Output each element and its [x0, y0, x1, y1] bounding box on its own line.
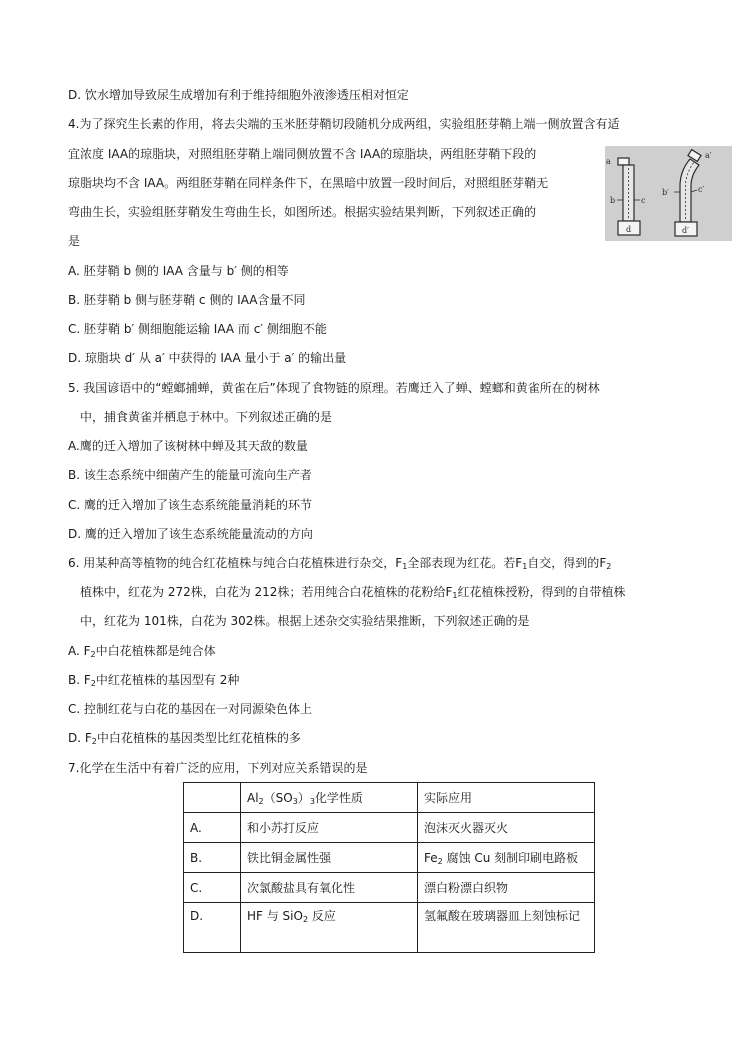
- agar-block-a: [618, 158, 629, 165]
- row-property: 铁比铜金属性强: [241, 843, 418, 873]
- q5-option-b: B. 该生态系统中细菌产生的能量可流向生产者: [68, 468, 312, 482]
- q6-option-a: [68, 643, 216, 659]
- paren-close: ）: [297, 790, 310, 805]
- row-label: A.: [184, 813, 241, 843]
- q6-stem-line-3: 中，红花为 101株，白花为 302株。根据上述杂交实验结果推断，下列叙述正确的是: [80, 614, 530, 628]
- subscript-3: 3: [292, 796, 298, 806]
- q5-option-d: D. 鹰的迁入增加了该生态系统能量流动的方向: [68, 527, 313, 541]
- f-symbol: F: [84, 731, 92, 745]
- table-header-row: [184, 783, 595, 813]
- q5-stem-line-2: 中，捕食黄雀并栖息于林中。下列叙述正确的是: [80, 410, 333, 424]
- row-property: 次氯酸盐具有氧化性: [241, 873, 418, 903]
- label-b: b: [610, 196, 616, 205]
- q3-option-d: D. 饮水增加导致尿生成增加有利于维持细胞外液渗透压相对恒定: [68, 88, 409, 102]
- q4-stem-line-1: 4.为了探究生长素的作用，将去尖端的玉米胚芽鞘切段随机分成两组，实验组胚芽鞘上端一侧放置含有适: [68, 117, 620, 131]
- q6-stem-1-part-b: 全部表现为红花。若: [407, 556, 516, 570]
- subscript-3: 3: [309, 796, 315, 806]
- subscript-2: 2: [91, 737, 97, 746]
- q6-stem-line-1: [68, 555, 611, 571]
- subscript-2: 2: [302, 915, 309, 924]
- subscript-2: 2: [606, 562, 612, 571]
- header-empty-cell: [184, 783, 241, 813]
- row-label: D.: [184, 903, 241, 953]
- row-application: [418, 843, 595, 873]
- f-symbol: F: [395, 556, 403, 570]
- table-row: [184, 873, 595, 903]
- subscript-2: 2: [258, 796, 264, 806]
- q4-option-b: B. 胚芽鞘 b 侧与胚芽鞘 c 侧的 IAA含量不同: [68, 293, 306, 307]
- al-symbol: Al: [247, 790, 259, 805]
- q5-option-a: A.鹰的迁入增加了该树林中蝉及其天敌的数量: [68, 439, 308, 453]
- q6-option-b: [68, 672, 239, 688]
- header-property-label: 化学性质: [314, 790, 363, 805]
- q4-option-d: D. 琼脂块 d′ 从 a′ 中获得的 IAA 量小于 a′ 的输出量: [68, 351, 347, 365]
- q7-stem: 7.化学在生活中有着广泛的应用，下列对应关系错误的是: [68, 761, 368, 775]
- q4-stem-line-2: 宜浓度 IAA的琼脂块，对照组胚芽鞘上端同侧放置不含 IAA的琼脂块，两组胚芽鞘下段的: [68, 147, 537, 161]
- label-b-prime: b′: [662, 188, 669, 197]
- q6-stem-2-part-a: 植株中，红花为 272株，白花为 212株；若用纯合白花植株的花粉给: [80, 585, 446, 599]
- q6-option-d-text: 中白花植株的基因类型比红花植株的多: [96, 731, 301, 745]
- f-symbol: F: [599, 556, 607, 570]
- subscript-1: 1: [452, 591, 458, 600]
- row-application: 泡沫灭火器灭火: [418, 813, 595, 843]
- row-property: 和小苏打反应: [241, 813, 418, 843]
- option-label: B.: [68, 673, 81, 687]
- q6-stem-2-part-b: 红花植株授粉，得到的自带植株: [457, 585, 626, 599]
- subscript-1: 1: [402, 562, 408, 571]
- row-application-text: 腐蚀 Cu 刻制印刷电路板: [446, 850, 579, 865]
- row-property-text: HF 与 SiO: [247, 909, 303, 923]
- fe-symbol: Fe: [424, 850, 438, 865]
- label-c-prime: c′: [698, 185, 705, 194]
- f-symbol: F: [83, 644, 91, 658]
- q6-option-a-text: 中白花植株都是纯合体: [95, 644, 216, 658]
- q4-option-a: A. 胚芽鞘 b 侧的 IAA 含量与 b′ 侧的相等: [68, 264, 289, 278]
- row-application: 漂白粉漂白织物: [418, 873, 595, 903]
- label-a-prime: a′: [705, 151, 712, 160]
- coleoptile-figure: [605, 146, 732, 241]
- table-row: [184, 843, 595, 873]
- f-symbol: F: [445, 585, 453, 599]
- row-property: [241, 903, 418, 953]
- q4-stem-line-5: 是: [68, 234, 81, 248]
- q6-stem-1-part-a: 6. 用某种高等植物的纯合红花植株与纯合白花植株进行杂交，: [68, 556, 396, 570]
- label-d: d: [626, 225, 632, 234]
- f-symbol: F: [515, 556, 523, 570]
- q6-option-b-text: 中红花植株的基因型有 2种: [95, 673, 240, 687]
- row-label: C.: [184, 873, 241, 903]
- q6-option-c: C. 控制红花与白花的基因在一对同源染色体上: [68, 702, 313, 716]
- subscript-1: 1: [522, 562, 528, 571]
- row-application: 氢氟酸在玻璃器皿上刻蚀标记: [418, 903, 595, 953]
- q4-stem-line-4: 弯曲生长，实验组胚芽鞘发生弯曲生长，如图所述。根据实验结果判断，下列叙述正确的: [68, 205, 537, 219]
- label-d-prime: d′: [682, 226, 689, 235]
- so-symbol: （SO: [263, 790, 293, 805]
- option-label: D.: [68, 731, 82, 745]
- label-a: a: [606, 157, 611, 166]
- q6-stem-1-part-c: 自交，得到的: [527, 556, 600, 570]
- q6-stem-line-2: [80, 584, 625, 600]
- subscript-2: 2: [90, 679, 96, 688]
- label-c: c: [641, 196, 646, 205]
- table-row: [184, 903, 595, 953]
- header-property-cell: [241, 783, 418, 813]
- f-symbol: F: [83, 673, 91, 687]
- q5-stem-line-1: 5. 我国谚语中的“螳螂捕蝉，黄雀在后”体现了食物链的原理。若鹰迁入了蝉、螳螂和黄雀所在的树林: [68, 381, 600, 395]
- table-row: [184, 813, 595, 843]
- q4-option-c: C. 胚芽鞘 b′ 侧细胞能运输 IAA 而 c′ 侧细胞不能: [68, 322, 327, 336]
- q6-option-d: [68, 730, 301, 746]
- header-application-cell: 实际应用: [418, 783, 595, 813]
- row-label: B.: [184, 843, 241, 873]
- q5-option-c: C. 鹰的迁入增加了该生态系统能量消耗的环节: [68, 498, 313, 512]
- subscript-2: 2: [437, 856, 443, 866]
- row-property-text: 反应: [311, 909, 336, 923]
- option-label: A.: [68, 644, 80, 658]
- q4-stem-line-3: 琼脂块均不含 IAA。两组胚芽鞘在同样条件下，在黑暗中放置一段时间后，对照组胚芽鞘无: [68, 176, 549, 190]
- subscript-2: 2: [90, 650, 96, 659]
- q7-table: [183, 782, 595, 953]
